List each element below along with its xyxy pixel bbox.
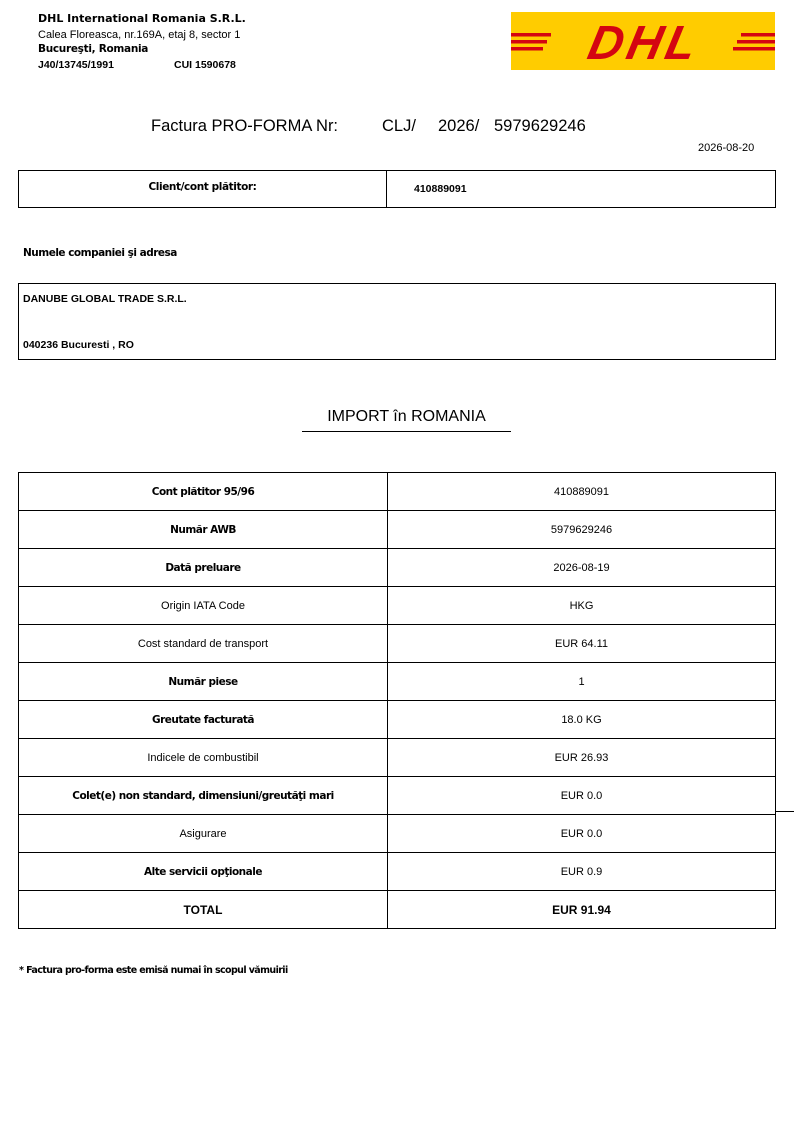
detail-label: Număr piese (19, 663, 388, 701)
detail-label: Greutate facturată (19, 701, 388, 739)
table-row (19, 511, 776, 549)
detail-value: 5979629246 (388, 511, 776, 549)
table-row (19, 473, 776, 511)
table-row (19, 663, 776, 701)
table-row (19, 549, 776, 587)
total-value: EUR 91.94 (388, 891, 776, 929)
detail-label: Dată preluare (19, 549, 388, 587)
detail-label: Indicele de combustibil (19, 739, 388, 777)
invoice-date: 2026-08-20 (698, 142, 755, 154)
table-row (19, 701, 776, 739)
detail-value: EUR 26.93 (388, 739, 776, 777)
invoice-prefix: CLJ/ (382, 117, 416, 135)
invoice-label: Factura PRO-FORMA Nr: (151, 117, 339, 135)
detail-value: EUR 0.0 (388, 815, 776, 853)
table-row (19, 625, 776, 663)
detail-value: HKG (388, 587, 776, 625)
detail-value: 2026-08-19 (388, 549, 776, 587)
company-address: Calea Floreasca, nr.169A, etaj 8, sector 1 (38, 29, 241, 41)
table-row (19, 777, 776, 815)
table-row (19, 815, 776, 853)
company-name: DHL International Romania S.R.L. (38, 12, 246, 25)
invoice-year: 2026/ (438, 117, 480, 135)
dhl-logo (511, 12, 775, 70)
detail-value: 410889091 (388, 473, 776, 511)
table-row (19, 739, 776, 777)
detail-label: Număr AWB (19, 511, 388, 549)
customer-name: DANUBE GLOBAL TRADE S.R.L. (23, 293, 187, 305)
client-account-value: 410889091 (414, 183, 467, 195)
detail-label: Asigurare (19, 815, 388, 853)
total-label: TOTAL (19, 891, 388, 929)
company-address-heading: Numele companiei şi adresa (23, 247, 177, 259)
detail-value: EUR 0.9 (388, 853, 776, 891)
detail-label: Origin IATA Code (19, 587, 388, 625)
section-title: IMPORT în ROMANIA (327, 408, 486, 425)
customer-address-box (18, 283, 776, 360)
table-row (19, 587, 776, 625)
section-title-underline (302, 431, 511, 432)
footnote: * Factura pro-forma este emisă numai în scopul vămuirii (19, 965, 288, 976)
detail-label: Cont plătitor 95/96 (19, 473, 388, 511)
detail-label: Colet(e) non standard, dimensiuni/greutăţi mari (19, 777, 388, 815)
customer-address: 040236 Bucuresti , RO (23, 339, 134, 351)
shipment-details-table (18, 472, 776, 929)
invoice-number: 5979629246 (494, 117, 586, 135)
divider (776, 811, 794, 812)
detail-label: Cost standard de transport (19, 625, 388, 663)
detail-value: EUR 64.11 (388, 625, 776, 663)
company-cui: CUI 1590678 (174, 59, 236, 71)
company-registration: J40/13745/1991 (38, 59, 114, 71)
logo-text: DHL (583, 16, 706, 70)
table-row (19, 853, 776, 891)
detail-value: EUR 0.0 (388, 777, 776, 815)
dhl-logo-graphic (511, 12, 775, 70)
detail-value: 1 (388, 663, 776, 701)
client-account-label: Client/cont plătitor: (19, 171, 387, 207)
company-city: Bucureşti, Romania (38, 43, 149, 55)
detail-value: 18.0 KG (388, 701, 776, 739)
total-row (19, 891, 776, 929)
detail-label: Alte servicii opţionale (19, 853, 388, 891)
client-account-box (18, 170, 776, 208)
